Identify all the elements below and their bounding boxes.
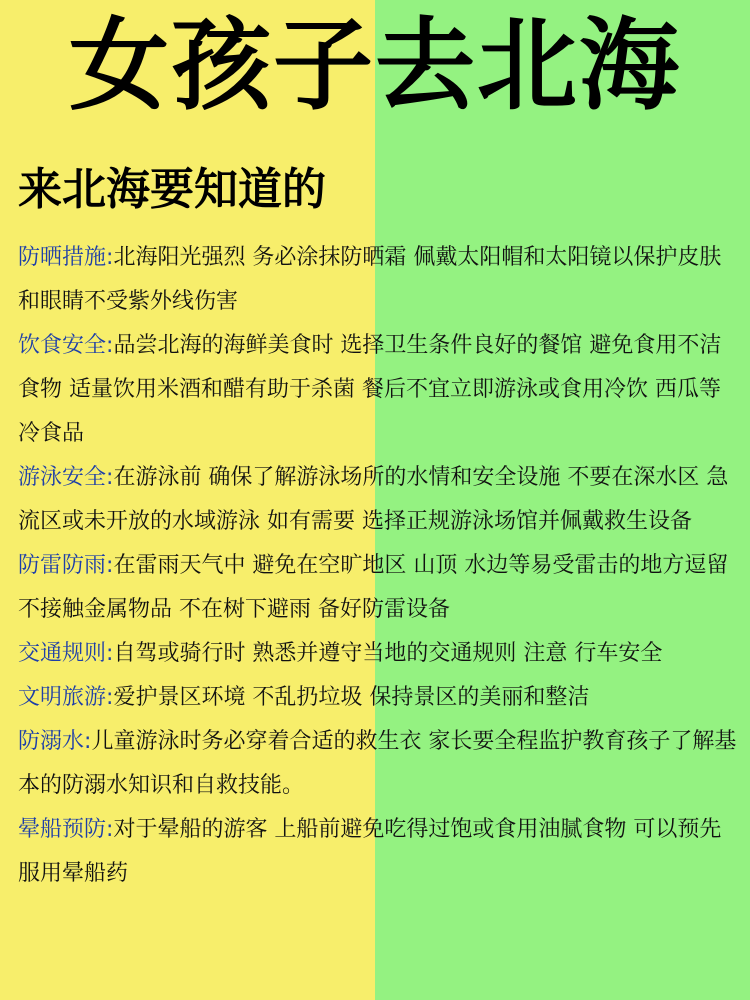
tip-colon: :: [106, 685, 114, 710]
tip-label: 防雷防雨: [18, 553, 107, 578]
tip-item-sun-protection: [18, 236, 738, 324]
tip-item-lightning-rain: [18, 544, 738, 632]
tip-item-swimming-safety: [18, 456, 738, 544]
tip-item-seasickness: [18, 808, 738, 896]
tips-list: [18, 236, 738, 896]
tip-colon: :: [106, 465, 114, 490]
tip-label: 晕船预防: [18, 817, 107, 842]
tip-label: 饮食安全: [18, 333, 107, 358]
tip-label: 防晒措施: [18, 245, 107, 270]
section-title: 来北海要知道的: [18, 164, 326, 215]
tip-label: 交通规则: [18, 641, 107, 666]
tip-colon: :: [106, 553, 114, 578]
tip-text: 在雷雨天气中 避免在空旷地区 山顶 水边等易受雷击的地方逗留 不接触金属物品 不在树下避雨 备好防雷设备: [18, 553, 729, 622]
tip-colon: :: [106, 817, 114, 842]
tip-text: 自驾或骑行时 熟悉并遵守当地的交通规则 注意 行车安全: [113, 641, 663, 666]
tip-label: 文明旅游: [18, 685, 107, 710]
tip-text: 在游泳前 确保了解游泳场所的水情和安全设施 不要在深水区 急流区或未开放的水域游泳 如有需要 选择正规游泳场馆并佩戴救生设备: [18, 465, 729, 534]
tip-item-drowning-prevention: [18, 720, 738, 808]
tip-colon: :: [84, 729, 92, 754]
tip-text: 北海阳光强烈 务必涂抹防晒霜 佩戴太阳帽和太阳镜以保护皮肤和眼睛不受紫外线伤害: [18, 245, 722, 314]
tip-label: 防溺水: [18, 729, 85, 754]
tip-text: 品尝北海的海鲜美食时 选择卫生条件良好的餐馆 避免食用不洁食物 适量饮用米酒和醋有助于杀菌 餐后不宜立即游泳或食用冷饮 西瓜等冷食品: [18, 333, 722, 446]
tip-text: 对于晕船的游客 上船前避免吃得过饱或食用油腻食物 可以预先服用晕船药: [18, 817, 722, 886]
tip-text: 儿童游泳时务必穿着合适的救生衣 家长要全程监护教育孩子了解基本的防溺水知识和自救技能。: [18, 729, 737, 798]
tip-item-traffic-rules: [18, 632, 738, 676]
tip-colon: :: [106, 245, 114, 270]
tip-label: 游泳安全: [18, 465, 107, 490]
tip-colon: :: [106, 333, 114, 358]
tip-item-civilized-travel: [18, 676, 738, 720]
tip-colon: :: [106, 641, 114, 666]
tip-item-food-safety: [18, 324, 738, 456]
tip-text: 爱护景区环境 不乱扔垃圾 保持景区的美丽和整洁: [113, 685, 590, 710]
page-title: 女孩子去北海: [69, 7, 681, 124]
